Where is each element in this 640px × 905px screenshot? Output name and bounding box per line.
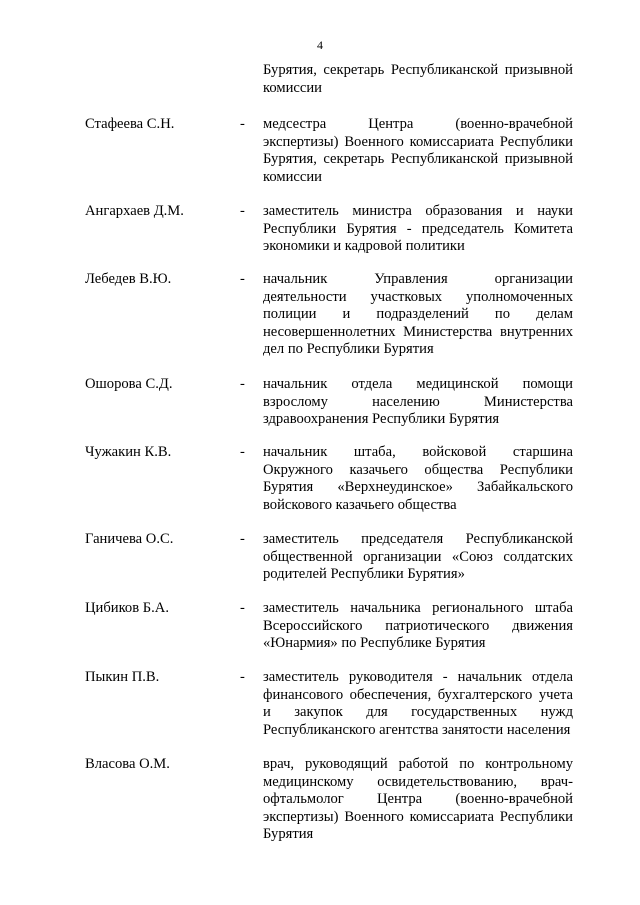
position-line: Бурятия «Верхнеудинское» Забайкальского (263, 479, 573, 496)
member-name: Цибиков Б.А. (85, 600, 169, 616)
position-line: Республиканского агентства занятости населения (263, 721, 571, 738)
position-line: заместитель руководителя - начальник отдела (263, 669, 573, 685)
member-position (263, 203, 573, 256)
position-line: Бурятия (263, 826, 314, 843)
member-dash: - (240, 444, 245, 460)
member-position (263, 62, 573, 97)
position-line: финансового обеспечения, бухгалтерского учета (263, 686, 573, 703)
member-name: Ангархаев Д.М. (85, 203, 184, 219)
position-line: заместитель министра образования и науки (263, 203, 573, 219)
position-line: медсестра Центра (военно-врачебной (263, 116, 573, 132)
member-dash: - (240, 203, 245, 219)
member-name: Ганичева О.С. (85, 531, 174, 547)
member-dash: - (240, 531, 245, 547)
member-dash: - (240, 116, 245, 132)
position-line: и закупок для государственных нужд (263, 704, 573, 721)
position-line: общественной организации «Союз солдатских (263, 548, 573, 565)
position-line: начальник отдела медицинской помощи (263, 376, 573, 392)
position-line: Республики Бурятия - председатель Комитета (263, 220, 573, 237)
member-name: Лебедев В.Ю. (85, 271, 172, 287)
position-line: начальник штаба, войсковой старшина (263, 444, 573, 460)
member-name: Стафеева С.Н. (85, 116, 175, 132)
member-dash: - (240, 669, 245, 685)
member-position (263, 116, 573, 186)
position-line: деятельности участковых уполномоченных (263, 288, 573, 305)
member-position (263, 271, 573, 359)
position-line: Всероссийского патриотического движения (263, 617, 573, 634)
member-position (263, 531, 573, 584)
member-position (263, 376, 573, 429)
position-line: заместитель председателя Республиканской (263, 531, 573, 547)
position-line: Бурятия, секретарь Республиканской призывной (263, 151, 573, 168)
member-dash: - (240, 600, 245, 616)
member-position (263, 444, 573, 514)
position-line: комиссии (263, 168, 322, 185)
position-line: офтальмолог Центра (военно-врачебной (263, 791, 573, 808)
position-line: родителей Республики Бурятия» (263, 566, 465, 583)
position-line: Окружного казачьего общества Республики (263, 461, 573, 478)
position-line: экспертизы) Военного комиссариата Республики (263, 808, 573, 825)
position-line: медицинскому освидетельствованию, врач- (263, 773, 573, 790)
member-name: Ошорова С.Д. (85, 376, 173, 392)
position-line: «Юнармия» по Республике Бурятия (263, 635, 486, 652)
member-position (263, 600, 573, 653)
position-line: экспертизы) Военного комиссариата Республики (263, 133, 573, 150)
position-line: здравоохранения Республики Бурятия (263, 411, 500, 428)
member-name: Пыкин П.В. (85, 669, 160, 685)
member-name: Чужакин К.В. (85, 444, 172, 460)
position-line: комиссии (263, 79, 322, 96)
position-line: врач, руководящий работой по контрольному (263, 756, 573, 772)
position-line: экономики и кадровой политики (263, 238, 465, 255)
position-line: Бурятия, секретарь Республиканской призывной (263, 62, 573, 78)
position-line: заместитель начальника регионального штаба (263, 600, 573, 616)
page-number: 4 (317, 38, 323, 52)
position-line: дел по Республики Бурятия (263, 341, 434, 358)
position-line: полиции и подразделений по делам (263, 306, 573, 323)
position-line: несовершеннолетних Министерства внутренних (263, 323, 573, 340)
member-position (263, 669, 573, 739)
member-position (263, 756, 573, 844)
member-name: Власова О.М. (85, 756, 170, 772)
position-line: войскового казачьего общества (263, 496, 457, 513)
position-line: взрослому населению Министерства (263, 393, 573, 410)
member-dash: - (240, 376, 245, 392)
member-dash: - (240, 271, 245, 287)
position-line: начальник Управления организации (263, 271, 573, 287)
